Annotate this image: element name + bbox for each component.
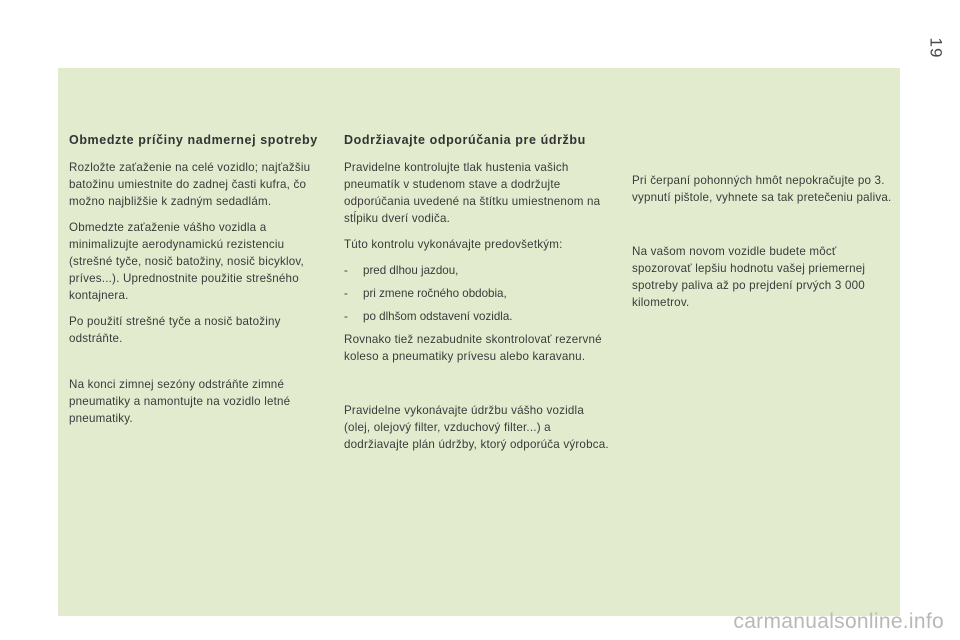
right-column xyxy=(632,172,894,320)
left-column-heading: Obmedzte príčiny nadmernej spotreby xyxy=(69,133,318,147)
middle-paragraph: Túto kontrolu vykonávajte predovšetkým: xyxy=(344,238,563,251)
right-paragraph: Pri čerpaní pohonných hmôt nepokračujte po 3. vypnutí pištole, vyhnete sa tak pretečeniu paliva. xyxy=(632,174,892,204)
middle-paragraph: Rovnako tiež nezabudnite skontrolovať rezervné koleso a pneumatiky prívesu alebo karavanu. xyxy=(344,333,602,363)
check-list xyxy=(344,262,612,325)
left-paragraph: Rozložte zaťaženie na celé vozidlo; najťažšiu batožinu umiestnite do zadnej časti kufra, čo možno najbližšie k zadným sedadlám. xyxy=(69,161,311,208)
left-column xyxy=(69,132,321,436)
middle-paragraph: Pravidelne vykonávajte údržbu vášho vozidla (olej, olejový filter, vzduchový filter...) a dodržiavajte plán údržby, ktorý odporúča výrobca. xyxy=(344,404,609,451)
list-item: - pred dlhou jazdou, xyxy=(344,262,612,279)
left-paragraph: Na konci zimnej sezóny odstráňte zimné pneumatiky a namontujte na vozidlo letné pneumatiky. xyxy=(69,378,291,425)
left-paragraph: Obmedzte zaťaženie vášho vozidla a minimalizujte aerodynamickú rezistenciu (strešné tyče, nosič batožiny, nosič bicyklov, príves...). Uprednostnite použitie strešného kontajnera. xyxy=(69,221,304,302)
list-item: - po dlhšom odstavení vozidla. xyxy=(344,308,612,325)
right-paragraph: Na vašom novom vozidle budete môcť spozorovať lepšiu hodnotu vašej priemernej spotreby paliva až po prejdení prvých 3 000 kilometrov. xyxy=(632,245,866,309)
middle-column-heading: Dodržiavajte odporúčania pre údržbu xyxy=(344,133,586,147)
left-paragraph: Po použití strešné tyče a nosič batožiny odstráňte. xyxy=(69,315,281,345)
watermark: carmanualsonline.info xyxy=(733,610,944,633)
list-item: - pri zmene ročného obdobia, xyxy=(344,285,612,302)
middle-paragraph: Pravidelne kontrolujte tlak hustenia vašich pneumatík v studenom stave a dodržujte odporúčania uvedené na štítku umiestnenom na stĺpiku dverí vodiča. xyxy=(344,161,601,225)
page-number: 19 xyxy=(926,37,946,59)
middle-column xyxy=(344,132,612,462)
